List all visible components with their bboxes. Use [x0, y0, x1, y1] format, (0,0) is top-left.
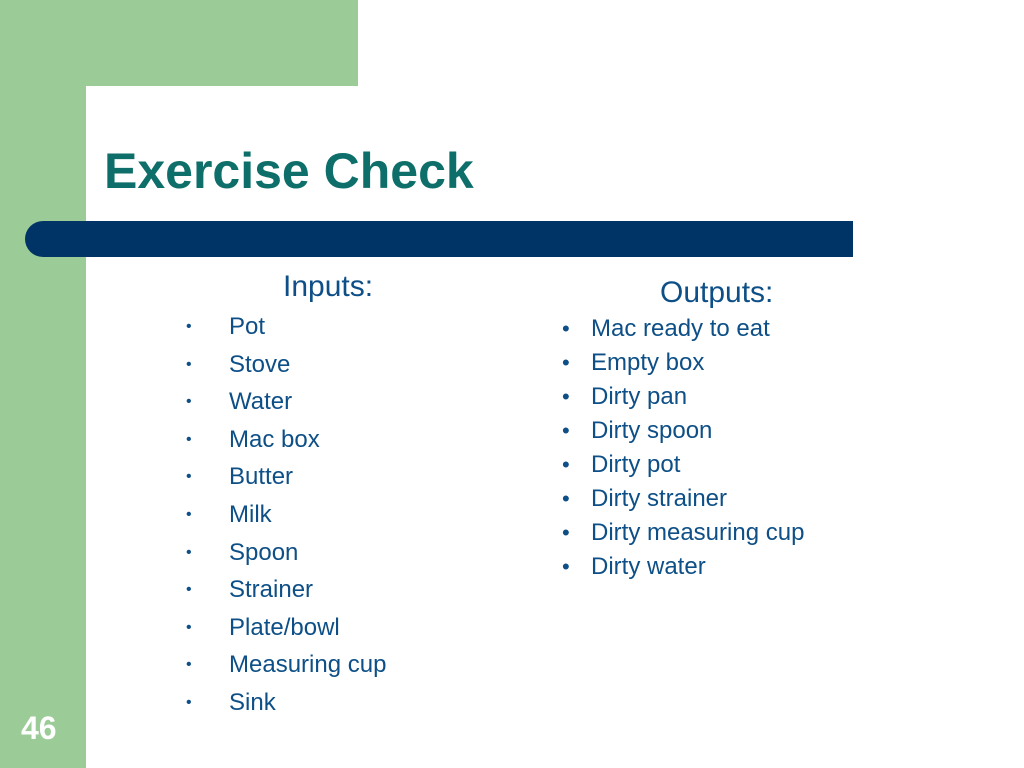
- output-item-label: Dirty spoon: [591, 417, 713, 444]
- bullet-icon: •: [186, 318, 192, 335]
- bullet-icon: •: [186, 468, 192, 486]
- bullet-icon: •: [562, 418, 570, 443]
- output-item-label: Mac ready to eat: [591, 315, 770, 342]
- bullet-icon: •: [562, 350, 570, 375]
- inputs-heading: Inputs:: [283, 270, 374, 303]
- input-item-label: Water: [229, 388, 293, 416]
- input-item-label: Measuring cup: [229, 651, 387, 679]
- bullet-icon: •: [186, 581, 192, 599]
- slide-title: Exercise Check: [104, 143, 474, 199]
- bullet-icon: •: [562, 452, 570, 477]
- bullet-icon: •: [186, 355, 192, 373]
- bullet-icon: •: [562, 520, 570, 545]
- output-item-label: Dirty measuring cup: [591, 519, 805, 546]
- output-item-label: Empty box: [591, 349, 705, 376]
- bullet-icon: •: [186, 393, 192, 411]
- input-item-label: Milk: [229, 500, 272, 528]
- output-item-label: Dirty pot: [591, 451, 681, 478]
- bullet-icon: •: [562, 316, 570, 341]
- output-item-label: Dirty strainer: [591, 485, 728, 512]
- bullet-icon: •: [186, 693, 192, 711]
- green-side-band: [0, 0, 86, 768]
- input-item-label: Strainer: [229, 576, 314, 604]
- input-item-label: Spoon: [229, 538, 299, 566]
- input-item-label: Stove: [229, 350, 291, 378]
- output-item-label: Dirty pan: [591, 383, 688, 410]
- bullet-icon: •: [562, 554, 570, 579]
- bullet-icon: •: [562, 486, 570, 511]
- input-item-label: Butter: [229, 463, 294, 491]
- bullet-icon: •: [186, 430, 192, 448]
- bullet-icon: •: [186, 543, 192, 561]
- outputs-heading: Outputs:: [660, 276, 774, 309]
- input-item-label: Sink: [229, 688, 276, 716]
- bullet-icon: •: [562, 384, 570, 409]
- output-item-label: Dirty water: [591, 553, 706, 580]
- input-item-label: Plate/bowl: [229, 613, 340, 641]
- bullet-icon: •: [186, 505, 192, 523]
- bullet-icon: •: [186, 618, 192, 636]
- bullet-icon: •: [186, 656, 192, 674]
- page-number: 46: [21, 710, 57, 746]
- input-item-label: Mac box: [229, 425, 320, 453]
- input-item-label: Pot: [229, 313, 266, 340]
- title-divider-bar: [25, 221, 853, 257]
- green-top-band: [0, 0, 358, 86]
